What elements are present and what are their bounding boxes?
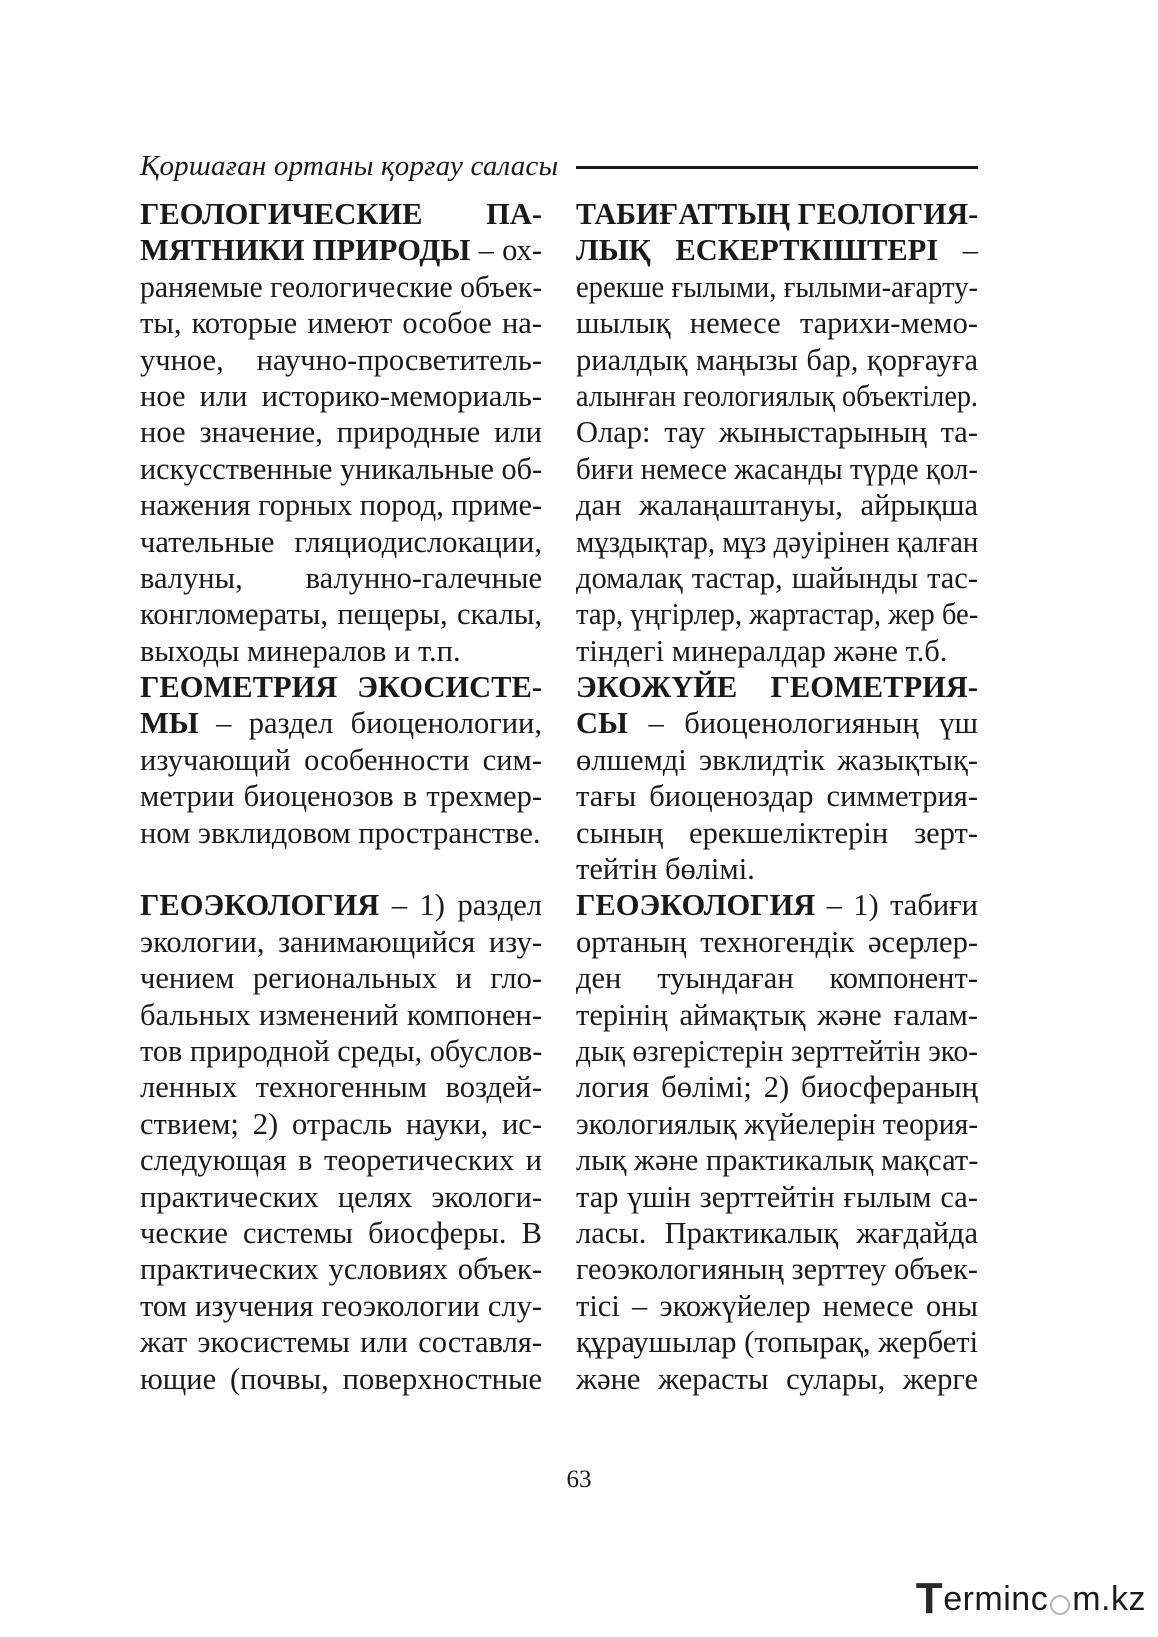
text-line [576,1142,978,1178]
term-heading: МЯТНИКИ ПРИРОДЫ [140,233,471,268]
running-title: Қоршаған ортаны қорғау саласы [140,149,559,182]
text-line [140,414,542,450]
text-line [140,1142,542,1178]
definition-text: изучающий особенности сим- [140,742,542,777]
text-line [140,524,542,560]
definition-text: ты, которые имеют особое на- [140,306,542,341]
definition-text: мұздықтар, мұз дәуірінен қалған [576,524,979,559]
text-line [576,887,978,923]
text-line [140,305,542,341]
text-line [576,1361,978,1397]
text-line [576,669,978,705]
text-line [140,887,542,923]
definition-text: жат экосистемы или составля- [140,1325,542,1360]
right-column-kazakh [576,196,978,1397]
definition-text: раняемые геологические объек- [140,269,543,304]
text-line [140,560,542,596]
definition-text: тейтін бөлімі. [576,852,755,887]
definition-text: Олар: тау жыныстарының та- [576,415,978,450]
text-line [576,1215,978,1251]
term-heading: МЫ [140,706,199,741]
text-line [140,1106,542,1142]
definition-text: – 1) раздел [379,888,542,923]
logo-text-1: erminc [943,1579,1049,1618]
definition-text: – 1) табиғи [815,888,978,923]
term-heading: ТАБИҒАТТЫҢ ГЕОЛОГИЯ- [576,197,979,231]
running-header [140,146,978,186]
text-line [140,596,542,632]
text-line [140,960,542,996]
definition-text: тағы биоценоздар симметрия- [576,779,978,814]
definition-text: выходы минералов и т.п. [140,633,461,668]
definition-text: экологиялық жүйелерін теория- [576,1106,979,1141]
text-line [140,1288,542,1324]
definition-text: валуны, валунно-галечные [140,560,542,595]
term-heading: ЭКОЖҮЙЕ ГЕОМЕТРИЯ- [576,670,978,705]
text-line [140,705,542,741]
text-line [576,742,978,778]
definition-text: ческие системы биосферы. В [140,1215,542,1250]
definition-text: риалдық маңызы бар, қорғауға [576,342,978,377]
definition-text: логия бөлімі; 2) биосфераның [576,1070,978,1105]
definition-text: ласы. Практикалық жағдайда [576,1215,978,1250]
text-line [576,1106,978,1142]
text-line [576,451,978,487]
definition-text: лық және практикалық мақсат- [576,1143,979,1178]
definition-text: ерекше ғылыми, ғылыми-ағарту- [576,269,979,304]
termincom-logo [915,1574,1146,1623]
text-line [576,1033,978,1069]
text-line [140,742,542,778]
logo-text-2: m.kz [1072,1579,1146,1618]
definition-text: тар, үңгірлер, жартастар, жер бе- [576,597,979,632]
text-line [576,1251,978,1287]
text-line [576,633,978,669]
term-heading: ГЕОЭКОЛОГИЯ [140,888,380,923]
definition-text: – [938,233,978,268]
definition-text: экологии, занимающийся изу- [140,924,542,959]
text-line [140,1069,542,1105]
page-number: 63 [566,1466,592,1493]
text-line [576,778,978,814]
text-line [576,196,978,232]
term-heading: ГЕОЛОГИЧЕСКИЕ ПА- [140,197,542,231]
text-line [140,633,542,669]
text-line [140,1033,542,1069]
text-line [140,815,542,851]
definition-text: чением региональных и гло- [140,961,542,996]
definition-text: нажения горных пород, приме- [140,488,543,523]
text-line [140,378,542,414]
definition-text: ствием; 2) отрасль науки, ис- [140,1106,542,1141]
text-line [576,1179,978,1215]
left-column-russian [140,196,542,1397]
text-line [140,1179,542,1215]
term-heading: СЫ [576,706,628,741]
definition-text: тар үшін зерттейтін ғылым са- [576,1179,978,1214]
text-line [140,232,542,268]
definition-text: тіндегі минералдар және т.б. [576,633,948,668]
definition-text: ленных техногенным воздей- [140,1070,542,1105]
text-line [140,924,542,960]
text-line [140,669,542,705]
text-line [576,378,978,414]
text-line [576,487,978,523]
text-line [140,1251,542,1287]
definition-text: ющие (почвы, поверхностные [140,1361,542,1396]
text-line [576,815,978,851]
term-heading: ЛЫҚ ЕСКЕРТКІШТЕРІ [576,233,939,268]
definition-text: терінің аймақтық және ғалам- [576,997,978,1032]
definition-text: ное или историко-мемориаль- [140,378,542,413]
text-line [576,1324,978,1360]
definition-text: домалақ тастар, шайынды тас- [576,560,978,595]
definition-text: практических условиях объек- [140,1252,542,1287]
text-line [140,1324,542,1360]
text-line [576,342,978,378]
text-line [140,1361,542,1397]
text-line [576,596,978,632]
definition-text: – биоценологияның үш [627,706,978,741]
text-line [140,997,542,1033]
term-heading: ГЕОМЕТРИЯ ЭКОСИСТЕ- [140,670,542,705]
text-line [576,960,978,996]
text-line [140,342,542,378]
definition-text: өлшемді эвклидтік жазықтық- [576,742,978,777]
definition-text: учное, научно-просветитель- [140,342,542,377]
search-lens-icon [1050,1595,1070,1615]
text-line [576,924,978,960]
definition-text: сының ерекшеліктерін зерт- [576,815,978,850]
text-line [140,1215,542,1251]
text-line [140,269,542,305]
text-line [576,997,978,1033]
paragraph-gap [140,851,542,887]
definition-text: конгломераты, пещеры, скалы, [140,597,542,632]
definition-text: – раздел биоценологии, [198,706,542,741]
text-line [576,305,978,341]
text-line [576,705,978,741]
text-line [576,524,978,560]
definition-text: искусственные уникальные об- [140,451,543,486]
definition-text: дан жалаңаштануы, айрықша [576,488,978,523]
definition-text: чательные гляциодислокации, [140,524,542,559]
text-line [140,487,542,523]
text-line [576,1069,978,1105]
logo-initial: T [915,1574,944,1623]
text-line [576,232,978,268]
definition-text: метрии биоценозов в трехмер- [140,779,542,814]
definition-text: следующая в теоретических и [140,1143,542,1178]
definition-text: ном эвклидовом пространстве. [140,815,541,850]
definition-text: шылық немесе тарихи-мемо- [576,306,978,341]
text-line [576,560,978,596]
term-heading: ГЕОЭКОЛОГИЯ [576,888,816,923]
definition-text: тов природной среды, обуслов- [140,1033,543,1068]
definition-text: том изучения геоэкологии слу- [140,1288,542,1323]
definition-text: ное значение, природные или [140,415,542,450]
text-line [576,1288,978,1324]
definition-text: бальных изменений компонен- [140,997,542,1032]
text-line [576,269,978,305]
definition-text: ден туындаған компонент- [576,961,978,996]
definition-text: биғи немесе жасанды түрде қол- [576,451,978,486]
definition-text: және жерасты сулары, жерге [576,1361,978,1396]
definition-text: тісі – экожүйелер немесе оны [576,1288,978,1323]
text-line [140,196,542,232]
text-line [576,851,978,887]
header-rule [576,166,978,169]
definition-text: дық өзгерістерін зерттейтін эко- [576,1033,978,1068]
definition-text: құраушылар (топырақ, жербеті [576,1325,979,1360]
definition-text: геоэкологияның зерттеу объек- [576,1252,978,1287]
text-line [140,451,542,487]
definition-text: – ох- [470,233,542,268]
text-line [140,778,542,814]
definition-text: алынған геологиялық объектілер. [576,378,978,413]
definition-text: практических целях экологи- [140,1179,542,1214]
text-line [576,414,978,450]
definition-text: ортаның техногендік әсерлер- [576,924,978,959]
